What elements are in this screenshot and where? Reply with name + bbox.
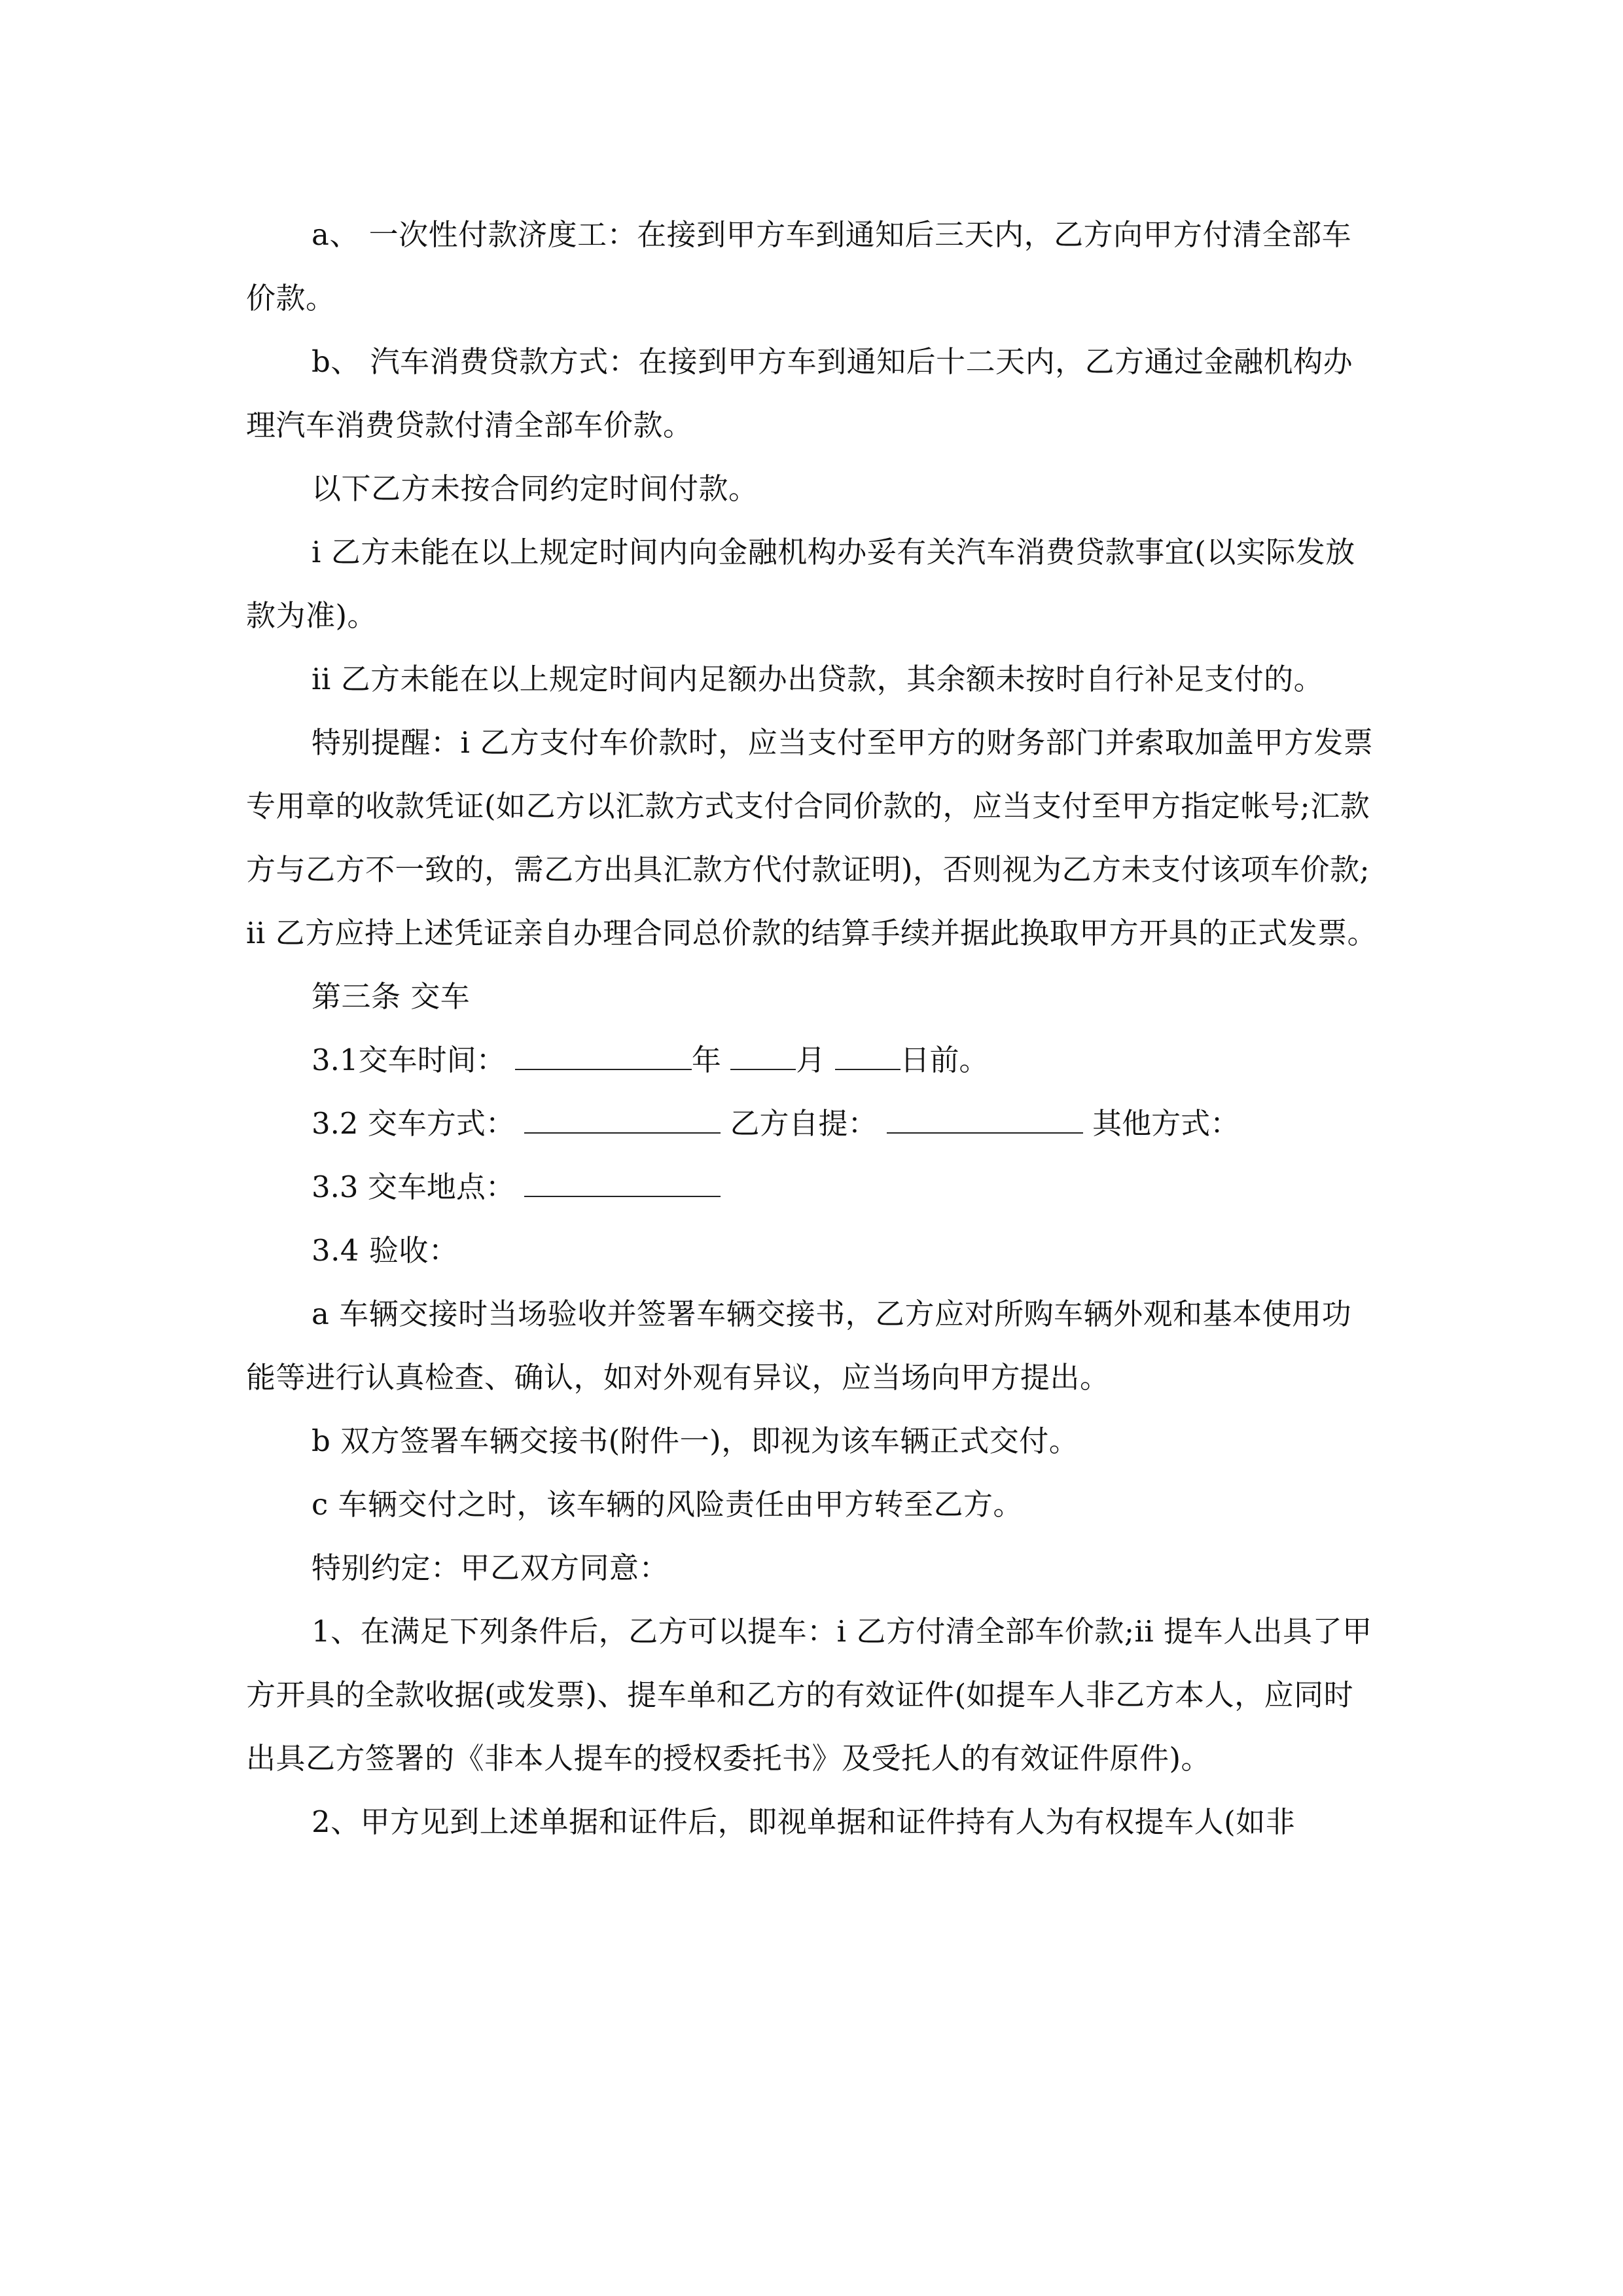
delivery-place-line <box>246 1155 1378 1219</box>
acceptance-item-b: b 双方签署车辆交接书(附件一)，即视为该车辆正式交付。 <box>312 1424 1079 1458</box>
delivery-day-blank <box>835 1047 901 1070</box>
acceptance-item-a: a 车辆交接时当场验收并签署车辆交接书，乙方应对所购车辆外观和基本使用功能等进行认真检查、确认，如对外观有异议，应当场向甲方提出。 <box>246 1297 1352 1395</box>
late-payment-heading: 以下乙方未按合同约定时间付款。 <box>312 471 758 506</box>
late-payment-item-ii: ii 乙方未能在以上规定时间内足额办出贷款，其余额未按时自行补足支付的。 <box>312 662 1324 696</box>
late-payment-item-i: i 乙方未能在以上规定时间内向金融机构办妥有关汽车消费贷款事宜(以实际发放款为准)。 <box>246 535 1355 633</box>
delivery-time-line <box>246 1028 1378 1092</box>
self-pickup-label: 乙方自提： <box>730 1106 878 1141</box>
document-body <box>246 203 1378 1854</box>
delivery-month-blank <box>730 1047 796 1070</box>
special-agreement-item-2: 2、甲方见到上述单据和证件后，即视单据和证件持有人为有权提车人(如非 <box>312 1804 1296 1839</box>
delivery-method-line <box>246 1092 1378 1155</box>
delivery-year-blank <box>515 1047 692 1070</box>
special-agreement-heading: 特别约定：甲乙双方同意： <box>312 1551 669 1585</box>
day-label: 日前。 <box>900 1043 989 1077</box>
delivery-method-blank <box>524 1110 721 1134</box>
special-agreement-item-1: 1、在满足下列条件后，乙方可以提车：i 乙方付清全部车价款;ii 提车人出具了甲方开具的全款收据(或发票)、提车单和乙方的有效证件(如提车人非乙方本人，应同时出具乙方签署的《非本人提车的授权委托书》及受托人的有效证件原件)。 <box>246 1614 1372 1776</box>
acceptance-heading: 3.4 验收： <box>312 1233 459 1268</box>
payment-option-lump-sum: a、 一次性付款济度工：在接到甲方车到通知后三天内，乙方向甲方付清全部车价款。 <box>246 217 1352 315</box>
delivery-place-label: 3.3 交车地点： <box>312 1170 515 1204</box>
payment-option-loan: b、 汽车消费贷款方式：在接到甲方车到通知后十二天内，乙方通过金融机构办理汽车消费贷款付清全部车价款。 <box>246 344 1353 442</box>
article-three-heading: 第三条 交车 <box>312 979 471 1014</box>
delivery-time-label: 3.1交车时间： <box>312 1043 506 1077</box>
year-label: 年 <box>691 1043 721 1077</box>
delivery-method-label: 3.2 交车方式： <box>312 1106 515 1141</box>
other-method-label: 其他方式： <box>1092 1106 1240 1141</box>
month-label: 月 <box>796 1043 826 1077</box>
special-reminder: 特别提醒：i 乙方支付车价款时，应当支付至甲方的财务部门并索取加盖甲方发票专用章的收款凭证(如乙方以汇款方式支付合同价款的，应当支付至甲方指定帐号;汇款方与乙方不一致的，需乙方出具汇款方代付款证明)，否则视为乙方未支付该项车价款;ii 乙方应持上述凭证亲自办理合同总价款的结算手续并据此换取甲方开具的正式发票。 <box>246 725 1378 950</box>
acceptance-item-c: c 车辆交付之时，该车辆的风险责任由甲方转至乙方。 <box>312 1487 1024 1522</box>
self-pickup-blank <box>887 1110 1083 1134</box>
delivery-place-blank <box>524 1174 721 1197</box>
